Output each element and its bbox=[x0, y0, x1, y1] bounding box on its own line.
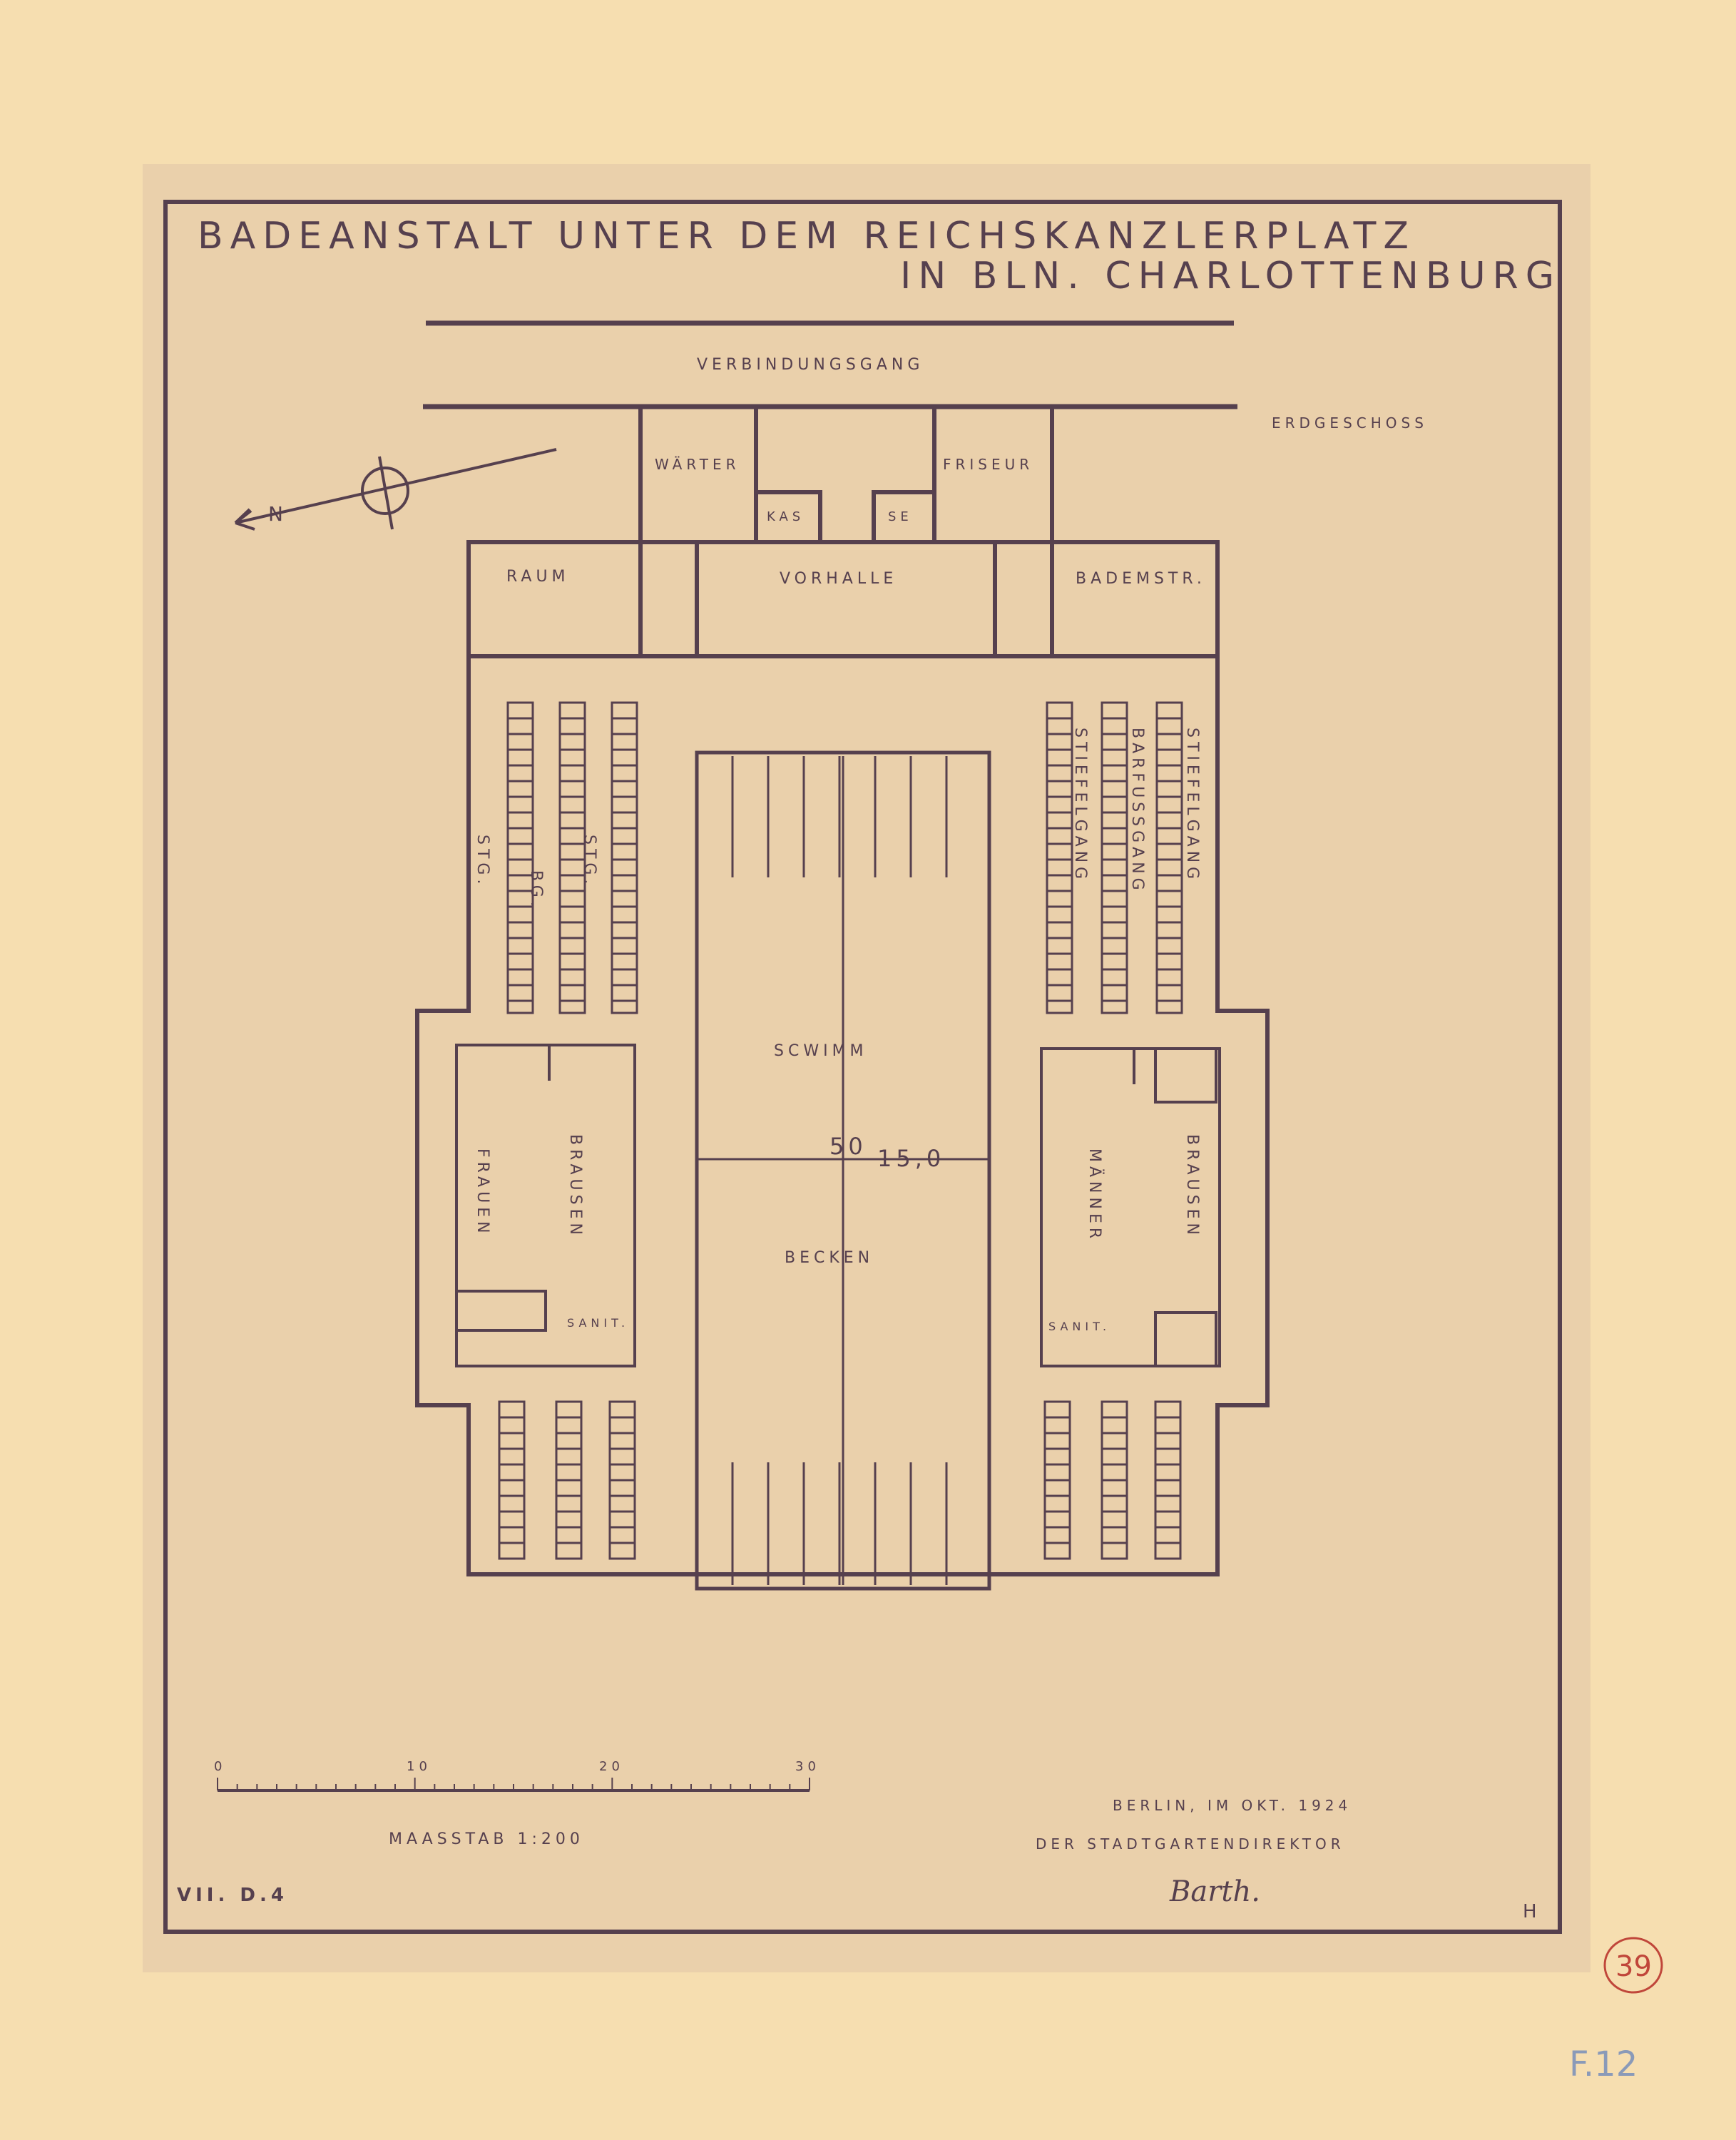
label-becken: BECKEN bbox=[785, 1249, 874, 1267]
label-pool-width: 15,0 bbox=[877, 1145, 946, 1172]
scale-bar bbox=[218, 1778, 810, 1790]
scale-tick-30: 30 bbox=[795, 1759, 820, 1774]
pencil-mark: F.12 bbox=[1569, 2044, 1638, 2084]
drawing-border bbox=[165, 202, 1560, 1932]
label-waerter: WÄRTER bbox=[655, 456, 740, 473]
label-bg: BG. bbox=[527, 870, 545, 911]
label-barfussgang: BARFUSSGANG bbox=[1128, 728, 1146, 895]
title-line-2: IN BLN. CHARLOTTENBURG bbox=[900, 255, 1562, 297]
label-bademstr: BADEMSTR. bbox=[1076, 570, 1206, 588]
office-title: DER STADTGARTENDIREKTOR bbox=[1036, 1835, 1345, 1853]
label-vorhalle: VORHALLE bbox=[780, 570, 898, 588]
label-pool-length: 50 bbox=[829, 1133, 867, 1160]
archive-stamp-number: 39 bbox=[1615, 1950, 1652, 1983]
label-maenner: MÄNNER bbox=[1086, 1148, 1103, 1243]
label-stg-2: STG. bbox=[581, 835, 598, 889]
north-label: N bbox=[268, 502, 287, 526]
label-friseur: FRISEUR bbox=[943, 456, 1034, 473]
label-verbindungsgang: VERBINDUNGSGANG bbox=[697, 356, 924, 374]
front-rooms bbox=[469, 542, 1217, 656]
label-schwimm: SCWIMM bbox=[774, 1042, 868, 1060]
scale-tick-20: 20 bbox=[599, 1759, 624, 1774]
scale-label: MAASSTAB 1:200 bbox=[389, 1830, 584, 1848]
label-brausen-m: BRAUSEN bbox=[1183, 1134, 1201, 1239]
place-date: BERLIN, IM OKT. 1924 bbox=[1113, 1797, 1352, 1814]
label-brausen-f: BRAUSEN bbox=[566, 1134, 584, 1239]
entrance-annex bbox=[640, 407, 1052, 542]
signature-name: Barth. bbox=[1170, 1875, 1260, 1908]
label-kasse-right: SE bbox=[888, 509, 913, 524]
label-frauen: FRAUEN bbox=[474, 1148, 491, 1238]
north-arrow bbox=[235, 449, 556, 529]
initial-mark: H bbox=[1523, 1901, 1541, 1922]
label-stg-1: STG. bbox=[474, 835, 491, 889]
title-line-1: BADEANSTALT UNTER DEM REICHSKANZLERPLATZ bbox=[198, 215, 1416, 258]
label-sanit-left: SANIT. bbox=[567, 1316, 630, 1330]
label-kasse-left: KAS bbox=[767, 509, 805, 524]
scale-tick-0: 0 bbox=[214, 1759, 227, 1774]
label-sanit-right: SANIT. bbox=[1048, 1320, 1111, 1333]
label-stiefelgang-1: STIEFELGANG bbox=[1071, 728, 1089, 884]
label-erdgeschoss: ERDGESCHOSS bbox=[1272, 414, 1428, 432]
scale-tick-10: 10 bbox=[407, 1759, 432, 1774]
label-raum: RAUM bbox=[506, 568, 570, 586]
sheet-id: VII. D.4 bbox=[177, 1885, 288, 1906]
label-stiefelgang-2: STIEFELGANG bbox=[1183, 728, 1201, 884]
